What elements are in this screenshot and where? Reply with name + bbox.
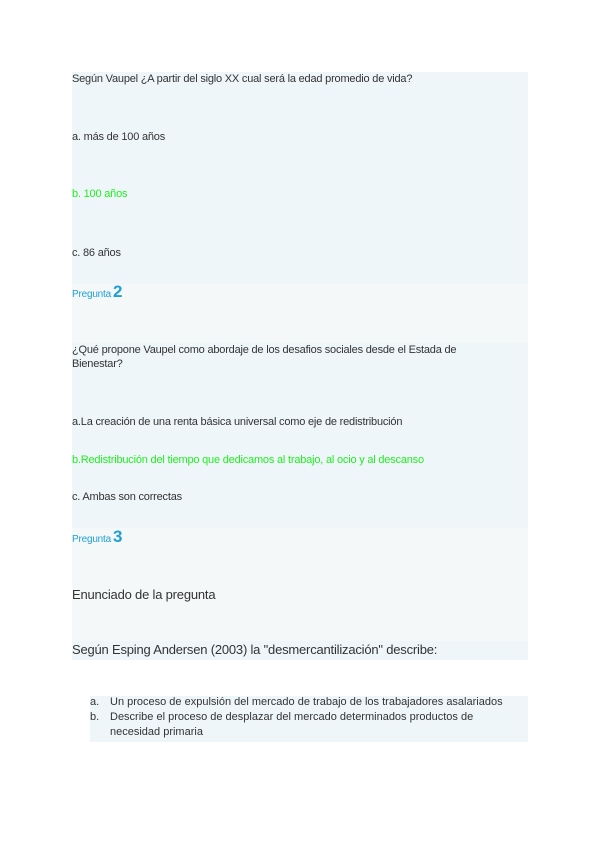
question-1-option-b-correct: b. 100 años [72, 188, 128, 200]
question-2-header-panel [72, 284, 528, 343]
question-number: 2 [113, 282, 123, 301]
question-1-panel [72, 72, 528, 284]
question-1-text: Según Vaupel ¿A partir del siglo XX cual será la edad promedio de vida? [72, 73, 413, 85]
question-2-option-b-correct: b.Redistribución del tiempo que dedicamos al trabajo, al ocio y al descanso [72, 454, 424, 466]
option-marker: b. [90, 711, 100, 723]
question-2-label [72, 282, 123, 302]
pregunta-label: Pregunta [72, 534, 111, 545]
question-2-option-a: a.La creación de una renta básica universal como eje de redistribución [72, 416, 403, 428]
question-3-header-panel [72, 528, 528, 641]
question-number: 3 [113, 527, 123, 546]
question-2-text-line1: ¿Qué propone Vaupel como abordaje de los desafios sociales desde el Estada de [72, 344, 457, 356]
question-3-label [72, 527, 123, 547]
question-2-text-line2: Bienestar? [72, 358, 123, 370]
option-text: Describe el proceso de desplazar del mercado determinados productos de [110, 711, 474, 723]
option-marker: a. [90, 696, 100, 708]
question-2-option-c: c. Ambas son correctas [72, 491, 182, 503]
question-3-text: Según Esping Andersen (2003) la "desmercantilización" describe: [72, 642, 438, 657]
question-3-heading: Enunciado de la pregunta [72, 587, 216, 602]
pregunta-label: Pregunta [72, 289, 111, 300]
question-1-option-a: a. más de 100 años [72, 131, 166, 143]
option-text-continued: necesidad primaria [110, 726, 203, 738]
question-1-option-c: c. 86 años [72, 247, 121, 259]
option-text: Un proceso de expulsión del mercado de trabajo de los trabajadores asalariados [110, 696, 503, 708]
